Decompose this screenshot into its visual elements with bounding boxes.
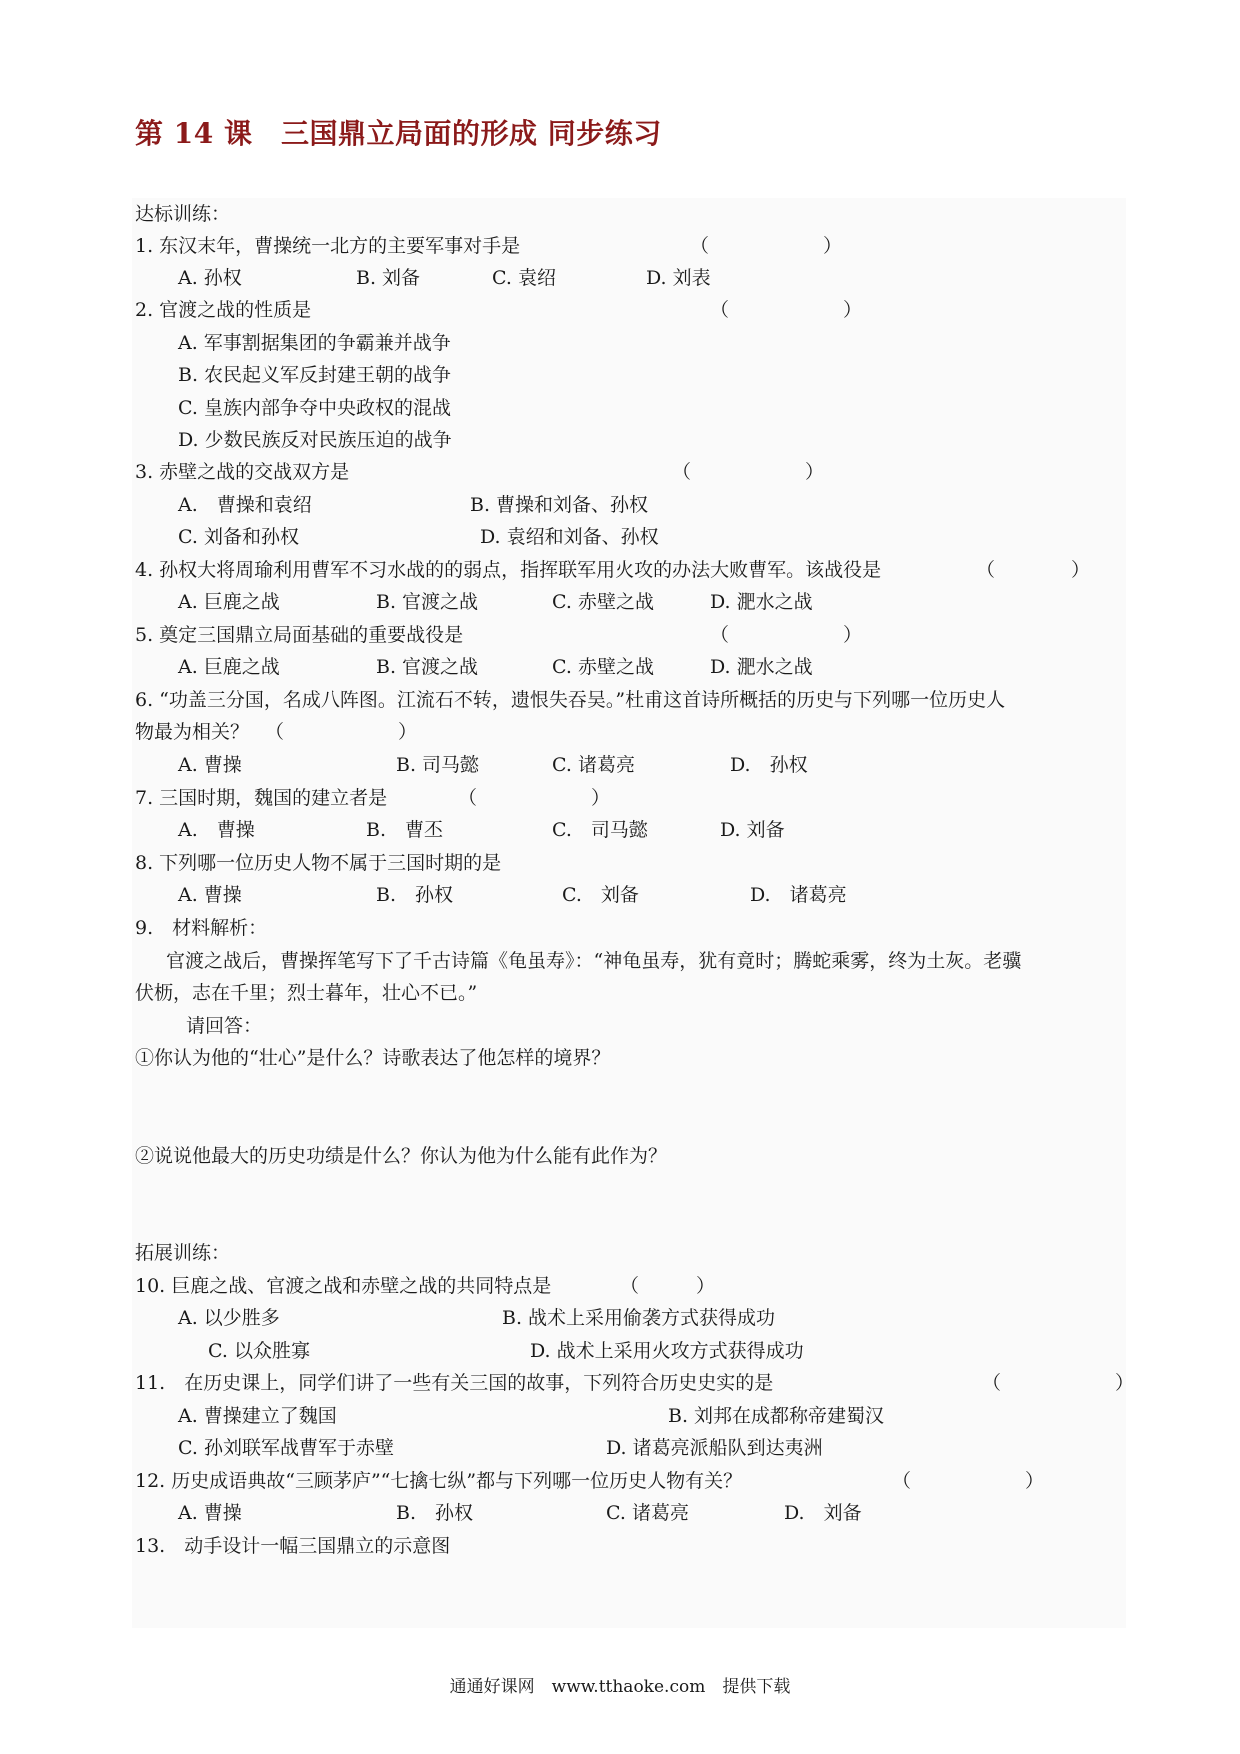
q8-option-d: D. 诸葛亮 (750, 884, 847, 906)
q9-stem: 9. 材料解析： (135, 917, 268, 939)
q6-option-a: A. 曹操 (178, 754, 242, 776)
q9-subquestion-1: ①你认为他的“壮心”是什么？诗歌表达了他怎样的境界？ (135, 1047, 611, 1069)
q13-stem: 13. 动手设计一幅三国鼎立的示意图 (135, 1535, 451, 1557)
q7-option-d: D. 刘备 (720, 819, 785, 841)
q11-option-d: D. 诸葛亮派船队到达夷洲 (606, 1437, 823, 1459)
q9-prompt: 请回答： (186, 1015, 263, 1037)
q6-option-b: B. 司马懿 (396, 754, 480, 776)
q10-option-d: D. 战术上采用火攻方式获得成功 (530, 1340, 804, 1362)
q8-option-c: C. 刘备 (562, 884, 639, 906)
q3-option-b: B. 曹操和刘备、孙权 (470, 494, 649, 516)
q11-option-a: A. 曹操建立了魏国 (178, 1405, 337, 1427)
q3-option-a: A. 曹操和袁绍 (178, 494, 312, 516)
q11-option-c: C. 孙刘联军战曹军于赤壁 (178, 1437, 394, 1459)
q11-option-b: B. 刘邦在成都称帝建蜀汉 (668, 1405, 885, 1427)
q2-option-c: C. 皇族内部争夺中央政权的混战 (178, 397, 451, 419)
q3-option-c: C. 刘备和孙权 (178, 526, 299, 548)
q3-answer-blank: （ ） (672, 461, 825, 483)
q5-option-c: C. 赤壁之战 (552, 656, 654, 678)
q1-option-a: A. 孙权 (178, 267, 242, 289)
q10-option-a: A. 以少胜多 (178, 1307, 280, 1329)
q7-option-c: C. 司马懿 (552, 819, 648, 841)
q2-stem: 2. 官渡之战的性质是 (135, 299, 312, 321)
q9-material-line1: 官渡之战后，曹操挥笔写下了千古诗篇《龟虽寿》：“神龟虽寿，犹有竟时；腾蛇乘雾，终为土灰。老骥 (166, 950, 1022, 972)
q5-option-b: B. 官渡之战 (376, 656, 479, 678)
q5-option-d: D. 淝水之战 (710, 656, 813, 678)
q12-answer-blank: （ ） (892, 1470, 1045, 1492)
q12-option-c: C. 诸葛亮 (606, 1502, 689, 1524)
q4-option-d: D. 淝水之战 (710, 591, 813, 613)
q9-material-line2: 伏枥，志在千里；烈士暮年，壮心不已。” (135, 982, 478, 1004)
section-heading-basic: 达标训练： (135, 203, 231, 225)
q11-stem: 11. 在历史课上，同学们讲了一些有关三国的故事，下列符合历史史实的是 (135, 1372, 774, 1394)
q4-stem: 4. 孙权大将周瑜利用曹军不习水战的的弱点，指挥联军用火攻的办法大败曹军。该战役是 (135, 559, 882, 581)
q5-answer-blank: （ ） (710, 624, 863, 646)
q7-option-b: B. 曹丕 (366, 819, 444, 841)
q1-option-c: C. 袁绍 (492, 267, 556, 289)
q12-stem: 12. 历史成语典故“三顾茅庐”“七擒七纵”都与下列哪一位历史人物有关？ (135, 1470, 743, 1492)
q3-stem: 3. 赤壁之战的交战双方是 (135, 461, 350, 483)
q2-option-b: B. 农民起义军反封建王朝的战争 (178, 364, 452, 386)
q6-answer-blank: （ ） (265, 721, 418, 743)
q6-stem-line2: 物最为相关？ (135, 721, 250, 743)
q7-answer-blank: （ ） (458, 787, 611, 809)
q2-option-d: D. 少数民族反对民族压迫的战争 (178, 429, 452, 451)
q3-option-d: D. 袁绍和刘备、孙权 (480, 526, 659, 548)
q11-answer-blank: （ ） (982, 1372, 1135, 1394)
section-heading-extension: 拓展训练： (135, 1242, 231, 1264)
q8-option-b: B. 孙权 (376, 884, 454, 906)
q6-option-c: C. 诸葛亮 (552, 754, 635, 776)
q10-answer-blank: （ ） (620, 1275, 716, 1297)
q8-stem: 8. 下列哪一位历史人物不属于三国时期的是 (135, 852, 502, 874)
q12-option-d: D. 刘备 (784, 1502, 862, 1524)
q8-option-a: A. 曹操 (178, 884, 242, 906)
q1-answer-blank: （ ） (690, 235, 843, 257)
q7-stem: 7. 三国时期，魏国的建立者是 (135, 787, 388, 809)
q1-option-d: D. 刘表 (646, 267, 711, 289)
q4-option-a: A. 巨鹿之战 (178, 591, 280, 613)
q4-answer-blank: （ ） (976, 559, 1091, 581)
q10-stem: 10. 巨鹿之战、官渡之战和赤壁之战的共同特点是 (135, 1275, 552, 1297)
q7-option-a: A. 曹操 (178, 819, 255, 841)
q9-subquestion-2: ②说说他最大的历史功绩是什么？你认为他为什么能有此作为？ (135, 1145, 668, 1167)
q6-option-d: D. 孙权 (730, 754, 808, 776)
q1-stem: 1. 东汉末年，曹操统一北方的主要军事对手是 (135, 235, 521, 257)
q6-stem-line1: 6. “功盖三分国，名成八阵图。江流石不转，遗恨失吞吴。”杜甫这首诗所概括的历史与下列哪一位历史人 (135, 689, 1006, 711)
q2-option-a: A. 军事割据集团的争霸兼并战争 (178, 332, 451, 354)
q1-option-b: B. 刘备 (356, 267, 421, 289)
q4-option-b: B. 官渡之战 (376, 591, 479, 613)
q5-stem: 5. 奠定三国鼎立局面基础的重要战役是 (135, 624, 464, 646)
page-title: 第 14 课 三国鼎立局面的形成 同步练习 (135, 117, 662, 150)
q5-option-a: A. 巨鹿之战 (178, 656, 280, 678)
page-footer: 通通好课网 www.tthaoke.com 提供下载 (449, 1677, 791, 1697)
q12-option-b: B. 孙权 (396, 1502, 474, 1524)
q2-answer-blank: （ ） (710, 299, 863, 321)
q10-option-b: B. 战术上采用偷袭方式获得成功 (502, 1307, 776, 1329)
q10-option-c: C. 以众胜寡 (208, 1340, 310, 1362)
q4-option-c: C. 赤壁之战 (552, 591, 654, 613)
q12-option-a: A. 曹操 (178, 1502, 242, 1524)
